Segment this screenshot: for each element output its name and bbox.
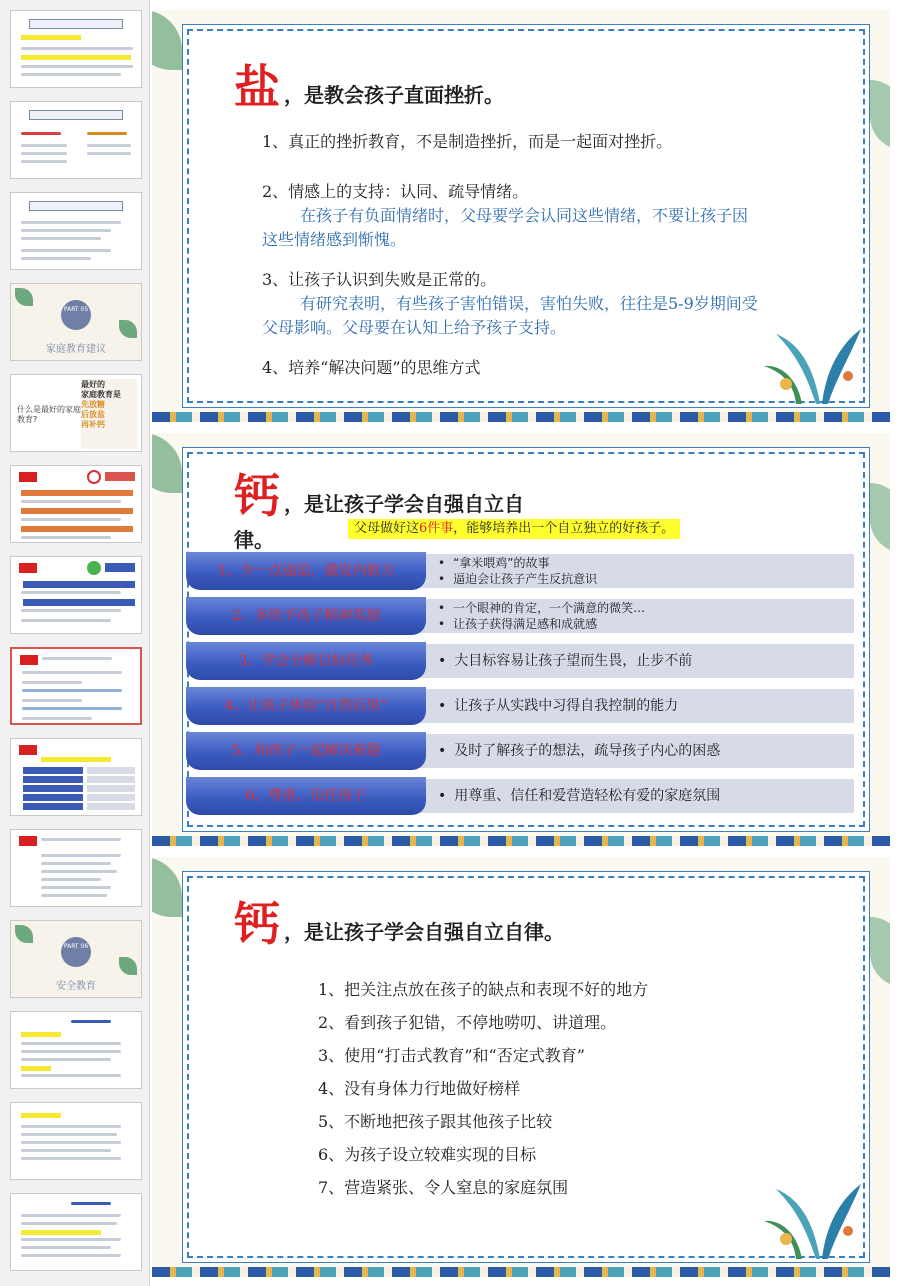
slide-thumb-2[interactable] [10,101,142,179]
x-circle-icon [87,470,101,484]
tip-row-2 [186,597,854,635]
list-item: 7、营造紧张、令人窒息的家庭氛围 [318,1178,569,1197]
point-3: 3、让孩子认识到失败是正常的。 [262,270,497,289]
salt-char: 盐 [234,60,280,114]
part-label: PART 05 [63,306,89,313]
tip-point: • 让孩子从实践中习得自我控制的能力 [438,697,846,715]
list-item: 5、不断地把孩子跟其他孩子比较 [318,1112,553,1131]
check-circle-icon [87,561,101,575]
slide-thumb-11[interactable] [10,920,142,998]
slide-thumb-4[interactable] [10,283,142,361]
slide-calcium-mistakes [152,857,890,1277]
tip-point: • 逼迫会让孩子产生反抗意识 [438,571,846,587]
slide-calcium-six-things [152,433,890,846]
list-item: 2、看到孩子犯错，不停地唠叨、讲道理。 [318,1013,617,1032]
point-3-detail: 有研究表明，有些孩子害怕错误，害怕失败，往往是5-9岁期间受 [300,294,758,313]
highlight-banner: 父母做好这6件事，能够培养出一个自立独立的好孩子。 [348,519,680,539]
point-2-detail: 在孩子有负面情绪时，父母要学会认同这些情绪，不要让孩子因 [300,206,749,225]
point-2-detail-cont: 这些情绪感到惭愧。 [262,230,407,249]
slide-thumb-9[interactable] [10,738,142,816]
slide-thumb-13[interactable] [10,1102,142,1180]
point-3-detail-cont: 父母影响。父母要在认知上给予孩子支持。 [262,318,567,337]
section-caption: 安全教育 [56,981,96,992]
tip-point: • 让孩子获得满足感和成就感 [438,616,846,632]
list-item: 1、把关注点放在孩子的缺点和表现不好的地方 [318,980,649,999]
list-item: 3、使用“打击式教育”和“否定式教育” [318,1046,585,1065]
tip-row-5 [186,732,854,770]
part-label: PART 06 [63,943,89,950]
calcium-char: 钙 [234,897,280,951]
tip-title: 6、尊重、信任孩子 [186,777,426,815]
tip-title: 2、多给予孩子精神奖励 [186,597,426,635]
slide-headline-cont: 律。 [234,528,274,552]
tip-row-3 [186,642,854,680]
list-item: 4、没有身体力行地做好榜样 [318,1079,521,1098]
slide-thumb-1[interactable] [10,10,142,88]
slide-thumbnail-panel [0,0,150,1286]
part-badge [61,937,91,967]
tip-point: • 用尊重、信任和爱营造轻松有爱的家庭氛围 [438,787,846,805]
thumb-answer: 最好的 家庭教育是 先放糖 后放盐 再补钙 [81,379,137,449]
plant-decoration-icon [756,314,866,404]
mistake-list [318,973,648,1204]
list-item: 6、为孩子设立较难实现的目标 [318,1145,537,1164]
slide-thumb-8-current[interactable] [10,647,142,725]
slide-thumb-6[interactable] [10,465,142,543]
slide-headline: ，是让孩子学会自强自立自律。 [284,920,564,944]
slide-thumb-12[interactable] [10,1011,142,1089]
calcium-char: 钙 [234,469,280,523]
point-1: 1、真正的挫折教育，不是制造挫折，而是一起面对挫折。 [262,132,673,151]
tip-row-6 [186,777,854,815]
tip-title: 5、和孩子一起解决难题 [186,732,426,770]
slide-thumb-10[interactable] [10,829,142,907]
tip-point: • 大目标容易让孩子望而生畏，止步不前 [438,652,846,670]
slide-thumb-3[interactable] [10,192,142,270]
tip-title: 3、学会分解目标任务 [186,642,426,680]
tip-title: 1、少一点逼迫，激发内驱力 [186,552,426,590]
slide-headline: ，是让孩子学会自强自立自 [284,492,524,516]
plant-decoration-icon [756,1169,866,1259]
slide-thumb-7[interactable] [10,556,142,634]
slide-thumb-14[interactable] [10,1193,142,1271]
tip-point: • 一个眼神的肯定，一个满意的微笑… [438,600,846,616]
tip-title: 4、让孩子体验“自然后果” [186,687,426,725]
point-2: 2、情感上的支持：认同、疏导情绪。 [262,182,529,201]
tip-point: • 及时了解孩子的想法，疏导孩子内心的困惑 [438,742,846,760]
section-caption: 家庭教育建议 [46,344,106,355]
slide-thumb-5[interactable] [10,374,142,452]
slide-salt [152,10,890,422]
slide-headline: ，是教会孩子直面挫折。 [284,83,504,107]
tip-point: • “拿米喂鸡”的故事 [438,555,846,571]
part-badge [61,300,91,330]
tip-row-4 [186,687,854,725]
thumb-question: 什么是最好的家庭教育? [17,405,81,424]
tip-row-1 [186,552,854,590]
point-4: 4、培养“解决问题”的思维方式 [262,358,481,377]
